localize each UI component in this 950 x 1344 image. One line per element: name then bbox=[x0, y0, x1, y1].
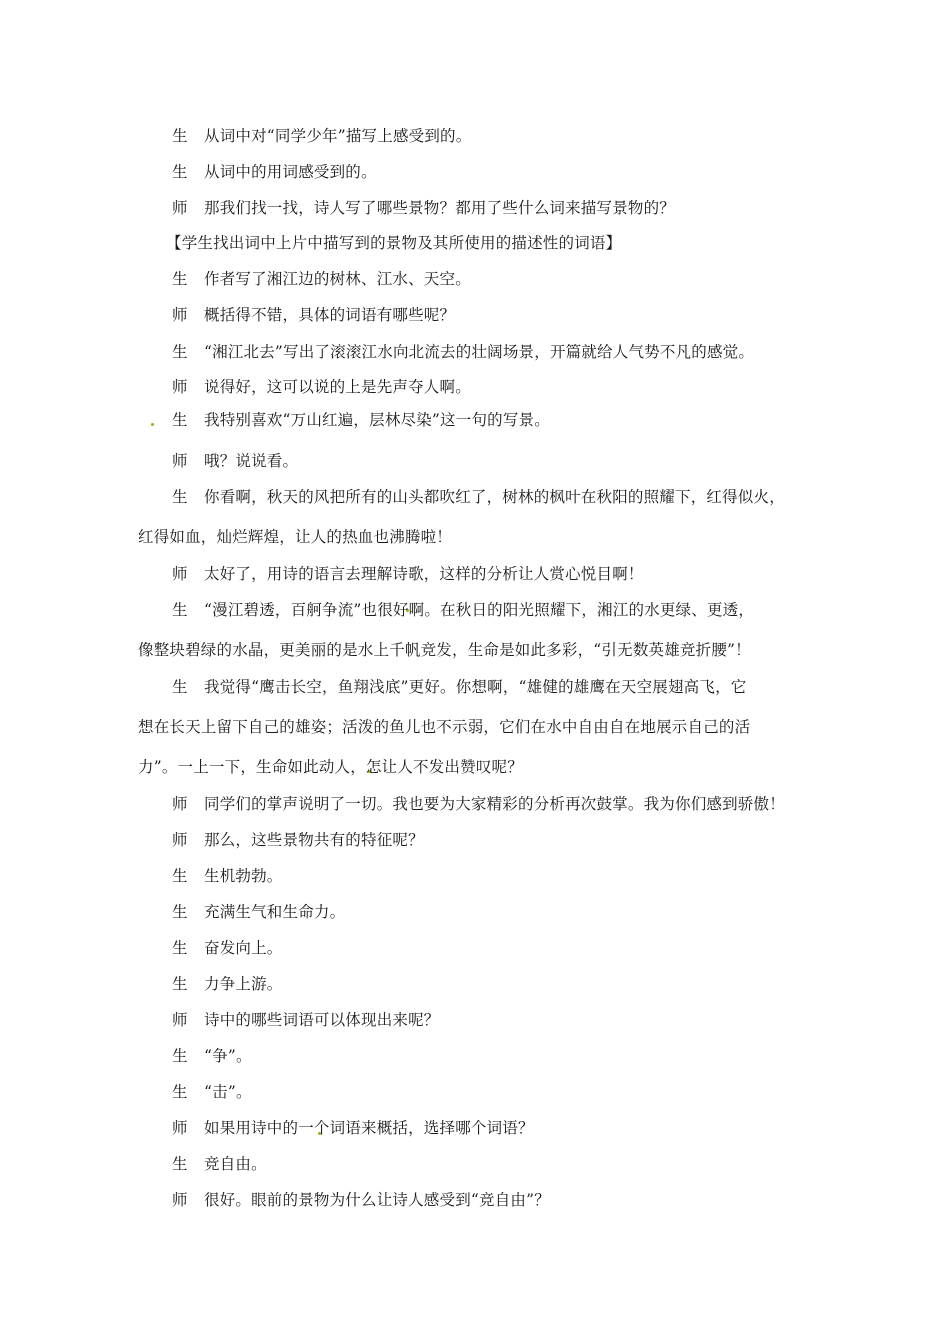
dialogue-line bbox=[172, 830, 424, 850]
dialogue-line bbox=[172, 600, 754, 620]
line-text: 像整块碧绿的水晶，更美丽的是水上千帆竞发，生命是如此多彩，“引无数英雄竞折腰”！ bbox=[138, 641, 751, 659]
speaker-label: 生 bbox=[172, 1047, 188, 1065]
dialogue-line bbox=[172, 564, 644, 584]
speaker-label: 生 bbox=[172, 939, 188, 957]
dialogue-line bbox=[172, 794, 785, 814]
dialogue-line bbox=[172, 1082, 252, 1102]
dialogue-line bbox=[172, 198, 675, 218]
speaker-label: 生 bbox=[172, 343, 188, 361]
speaker-label: 生 bbox=[172, 1155, 188, 1173]
line-text: 那我们找一找，诗人写了哪些景物？都用了些什么词来描写景物的？ bbox=[204, 199, 676, 217]
dialogue-line bbox=[172, 342, 754, 362]
dialogue-line bbox=[172, 410, 550, 430]
dialogue-line bbox=[172, 377, 471, 397]
line-text: 奋发向上。 bbox=[204, 939, 283, 957]
speaker-label: 师 bbox=[172, 452, 188, 470]
speaker-label: 师 bbox=[172, 199, 188, 217]
line-text: 作者写了湘江边的树林、江水、天空。 bbox=[204, 270, 471, 288]
speaker-label: 师 bbox=[172, 831, 188, 849]
dialogue-line bbox=[172, 974, 283, 994]
line-text: 如果用诗中的一个词语来概括，选择哪个词语？ bbox=[204, 1119, 534, 1137]
line-text: 从词中对“同学少年”描写上感受到的。 bbox=[204, 127, 472, 145]
speaker-label: 生 bbox=[172, 270, 188, 288]
dialogue-line bbox=[172, 126, 471, 146]
dialogue-line bbox=[172, 1118, 534, 1138]
line-text: 红得如血，灿烂辉煌，让人的热血也沸腾啦！ bbox=[138, 528, 453, 546]
dialogue-line bbox=[172, 866, 283, 886]
dialogue-line bbox=[172, 451, 298, 471]
dialogue-line bbox=[172, 1190, 550, 1210]
continuation-line bbox=[138, 640, 751, 660]
dialogue-line bbox=[172, 162, 377, 182]
line-text: 力”。一上一下，生命如此动人，怎让人不发出赞叹呢？ bbox=[138, 758, 523, 776]
line-text: “湘江北去”写出了滚滚江水向北流去的壮阔场景，开篇就给人气势不凡的感觉。 bbox=[204, 343, 755, 361]
line-text: 【学生找出词中上片中描写到的景物及其所使用的描述性的词语】 bbox=[166, 234, 622, 252]
line-text: 哦？说说看。 bbox=[204, 452, 299, 470]
line-text: 竞自由。 bbox=[204, 1155, 267, 1173]
line-text: “争”。 bbox=[204, 1047, 252, 1065]
speaker-label: 生 bbox=[172, 601, 188, 619]
line-text: “漫江碧透，百舸争流”也很好啊。在秋日的阳光照耀下，湘江的水更绿、更透， bbox=[204, 601, 755, 619]
speaker-label: 生 bbox=[172, 127, 188, 145]
line-text: 从词中的用词感受到的。 bbox=[204, 163, 377, 181]
dialogue-line bbox=[172, 677, 746, 697]
continuation-line bbox=[138, 757, 523, 777]
speaker-label: 生 bbox=[172, 975, 188, 993]
dialogue-line bbox=[172, 902, 345, 922]
line-text: “击”。 bbox=[204, 1083, 252, 1101]
speaker-label: 师 bbox=[172, 1191, 188, 1209]
line-text: 太好了，用诗的语言去理解诗歌，这样的分析让人赏心悦目啊！ bbox=[204, 565, 644, 583]
line-text: 生机勃勃。 bbox=[204, 867, 283, 885]
speaker-label: 师 bbox=[172, 1011, 188, 1029]
line-text: 想在长天上留下自己的雄姿；活泼的鱼儿也不示弱，它们在水中自由自在地展示自己的活 bbox=[138, 718, 751, 736]
speaker-label: 生 bbox=[172, 163, 188, 181]
dialogue-line bbox=[172, 269, 471, 289]
dialogue-line bbox=[172, 1046, 252, 1066]
speaker-label: 师 bbox=[172, 1119, 188, 1137]
line-text: 很好。眼前的景物为什么让诗人感受到“竞自由”？ bbox=[204, 1191, 550, 1209]
dialogue-line bbox=[172, 305, 455, 325]
speaker-label: 师 bbox=[172, 306, 188, 324]
line-text: 你看啊，秋天的风把所有的山头都吹红了，树林的枫叶在秋阳的照耀下，红得似火， bbox=[204, 488, 785, 506]
line-text: 概括得不错，具体的词语有哪些呢？ bbox=[204, 306, 456, 324]
line-text: 那么，这些景物共有的特征呢？ bbox=[204, 831, 424, 849]
dialogue-line bbox=[172, 487, 785, 507]
speaker-label: 生 bbox=[172, 1083, 188, 1101]
stage-note bbox=[166, 233, 621, 253]
speaker-label: 生 bbox=[172, 411, 188, 429]
line-text: 同学们的掌声说明了一切。我也要为大家精彩的分析再次鼓掌。我为你们感到骄傲！ bbox=[204, 795, 785, 813]
speaker-label: 师 bbox=[172, 795, 188, 813]
speaker-label: 生 bbox=[172, 903, 188, 921]
line-text: 说得好，这可以说的上是先声夺人啊。 bbox=[204, 378, 471, 396]
ink-dot bbox=[151, 423, 154, 426]
dialogue-line bbox=[172, 938, 283, 958]
line-text: 充满生气和生命力。 bbox=[204, 903, 346, 921]
speaker-label: 生 bbox=[172, 488, 188, 506]
speaker-label: 师 bbox=[172, 378, 188, 396]
continuation-line bbox=[138, 527, 452, 547]
speaker-label: 生 bbox=[172, 678, 188, 696]
line-text: 我觉得“鹰击长空，鱼翔浅底”更好。你想啊，“雄健的雄鹰在天空展翅高飞，它 bbox=[204, 678, 747, 696]
continuation-line bbox=[138, 717, 750, 737]
line-text: 我特别喜欢“万山红遍，层林尽染”这一句的写景。 bbox=[204, 411, 550, 429]
dialogue-line bbox=[172, 1154, 267, 1174]
line-text: 力争上游。 bbox=[204, 975, 283, 993]
line-text: 诗中的哪些词语可以体现出来呢？ bbox=[204, 1011, 440, 1029]
speaker-label: 师 bbox=[172, 565, 188, 583]
dialogue-line bbox=[172, 1010, 440, 1030]
speaker-label: 生 bbox=[172, 867, 188, 885]
